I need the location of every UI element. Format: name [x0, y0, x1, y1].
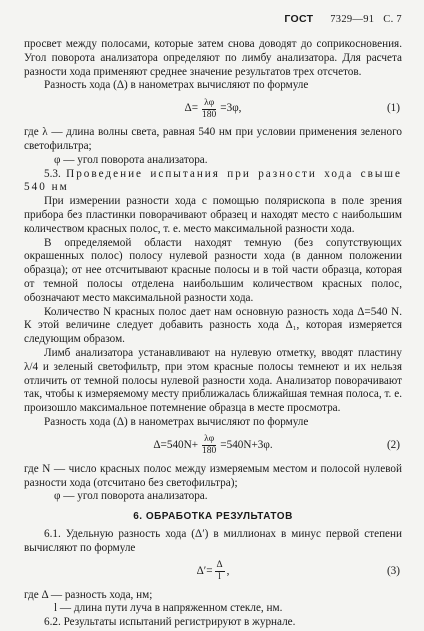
equation-number: (2) [386, 438, 400, 451]
standard-number: 7329—91 [330, 14, 375, 25]
paragraph: 6.1. Удельную разность хода (Δ′) в миллионах в минус первой степени вычисляют по формуле [24, 527, 402, 554]
section-heading-5-3 [24, 168, 402, 196]
standard-label: ГОСТ [284, 13, 314, 25]
formula-rhs: =540N+3φ. [220, 438, 273, 451]
definition: φ — угол поворота анализатора. [54, 153, 208, 166]
definition: где N — число красных полос между измеряемым местом и полосой нулевой разности хода (отсчитано без светофильтра); [24, 462, 402, 489]
formula-3 [24, 558, 402, 586]
document-body [24, 38, 402, 630]
paragraph: Лимб анализатора устанавливают на нулевую отметку, вводят пластину λ/4 и зеленый светофильтр, при этом красные полосы темнеют и их нельзя отличить от темной полосы нулевой разности хода. Анализатор поворачивают так, чтобы к измеряемому месту приближалась ближайшая темная полоса, т. е. произошло максимальное потемнение образца в месте просмотра. [24, 346, 402, 415]
definition: где Δ — разность хода, нм; [24, 588, 153, 601]
fraction [215, 560, 225, 583]
definition: где λ — длина волны света, равная 540 нм при условии применения зеленого светофильтра; [24, 126, 402, 152]
numerator: λφ [204, 97, 215, 108]
denominator: 180 [202, 109, 217, 120]
equation-number: (3) [386, 564, 400, 577]
page-header [284, 13, 402, 25]
section-title: Проведение испытания при разности хода свыше 540 нм [24, 167, 402, 194]
paragraph: просвет между полосами, которые затем снова доводят до соприкосновения. Угол поворота анализатора определяют по лимбу анализатора. Для расчета разности хода применяют среднее значение результатов трех отсчетов. [24, 38, 402, 78]
denominator: l [218, 572, 221, 582]
formula-rhs: , [226, 564, 230, 577]
formula-lhs: Δ=540N+ [153, 438, 199, 451]
fraction [200, 98, 218, 121]
paragraph: Разность хода (Δ) в нанометрах вычисляют по формуле [44, 415, 309, 428]
page-number: С. 7 [383, 14, 402, 25]
formula-lhs: Δ′= [196, 564, 213, 577]
formula-rhs: =3φ, [220, 102, 242, 115]
paragraph: Разность хода (Δ) в нанометрах вычисляют по формуле [44, 79, 309, 92]
equation-number: (1) [386, 102, 400, 115]
fraction [200, 434, 218, 457]
section-heading-6: 6. ОБРАБОТКА РЕЗУЛЬТАТОВ [133, 511, 293, 523]
numerator: Δ [216, 560, 223, 570]
paragraph: При измерении разности хода с помощью полярископа в поле зрения прибора без пластинки поворачивают образец и находят место с наибольшим количеством красных полос, т. е. место максимальной разности хода. [24, 195, 402, 235]
numerator: λφ [204, 434, 215, 445]
section-number: 5.3. [44, 167, 61, 180]
paragraph: 6.2. Результаты испытаний регистрируют в журнале. [44, 616, 296, 629]
definition: φ — угол поворота анализатора. [54, 490, 208, 503]
definition: l — длина пути луча в напряженном стекле, нм. [54, 602, 283, 615]
denominator: 180 [202, 446, 217, 457]
paragraph: В определяемой области находят темную (без сопутствующих окрашенных полос) полосу нулевой разности хода (в данном положении образца); от нее отсчитывают красные полосы и в той части образца, которая от темной полосы отделена наибольшим количеством красных полос, обозначают место максимальной разности хода. [24, 236, 402, 304]
formula-1 [24, 95, 402, 123]
paragraph: Количество N красных полос дает нам основную разность хода Δ=540 N. К этой величине следует добавить разность хода Δ₁, которая измеряется следующим образом. [24, 305, 402, 346]
formula-lhs: Δ= [184, 102, 199, 115]
formula-2 [24, 432, 402, 460]
